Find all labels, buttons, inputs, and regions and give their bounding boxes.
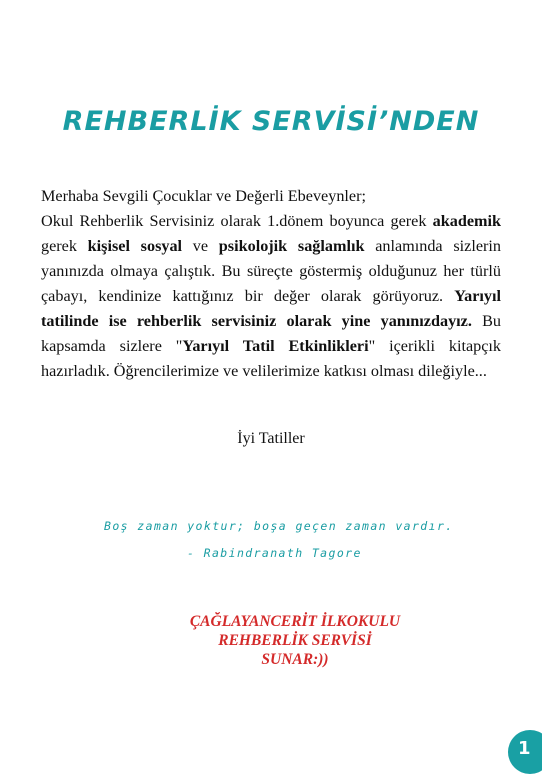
letter-body bbox=[41, 184, 501, 384]
school-name: ÇAĞLAYANCERİT İLKOKULU bbox=[189, 613, 401, 630]
page-heading: REHBERLİK SERVİSİ’NDEN bbox=[62, 106, 480, 137]
signoff: İyi Tatiller bbox=[237, 430, 305, 447]
main-paragraph bbox=[41, 209, 501, 384]
service-name: REHBERLİK SERVİSİ bbox=[218, 632, 372, 649]
presents-line: SUNAR:)) bbox=[261, 651, 329, 668]
text-segment: " içerikli kitapçık hazırladık. Öğrencilerimize ve velilerimize katkısı olması dileğiyle... bbox=[41, 337, 502, 380]
text-segment: Bu kapsamda sizlere " bbox=[41, 312, 501, 355]
page-number: 1 bbox=[518, 738, 531, 759]
bold-segment-etkinlikler: Yarıyıl Tatil Etkinlikleri bbox=[182, 337, 369, 355]
greeting-line: Merhaba Sevgili Çocuklar ve Değerli Ebeveynler; bbox=[41, 187, 366, 205]
text-segment: ve bbox=[182, 237, 219, 255]
bold-segment-kisisel-sosyal: kişisel sosyal bbox=[87, 237, 183, 255]
bold-segment-akademik: akademik bbox=[432, 212, 501, 230]
bold-segment-psikolojik: psikolojik sağlamlık bbox=[218, 237, 365, 255]
school-signature bbox=[0, 612, 542, 669]
bold-segment-yariyil: Yarıyıl tatilinde ise rehberlik servisiniz olarak yine yanınızdayız. bbox=[41, 287, 501, 330]
text-segment: gerek bbox=[41, 237, 88, 255]
text-segment: anlamında sizlerin yanınızda olmaya çalıştık. Bu süreçte göstermiş olduğunuz her türlü çabayı, kendinize kattığınız bir değer olarak görüyoruz. bbox=[41, 237, 501, 305]
quote-author: - Rabindranath Tagore bbox=[187, 546, 362, 560]
quote-text: Boş zaman yoktur; boşa geçen zaman vardır. bbox=[104, 519, 454, 533]
text-segment: Okul Rehberlik Servisiniz olarak 1.dönem boyunca gerek bbox=[41, 212, 433, 230]
